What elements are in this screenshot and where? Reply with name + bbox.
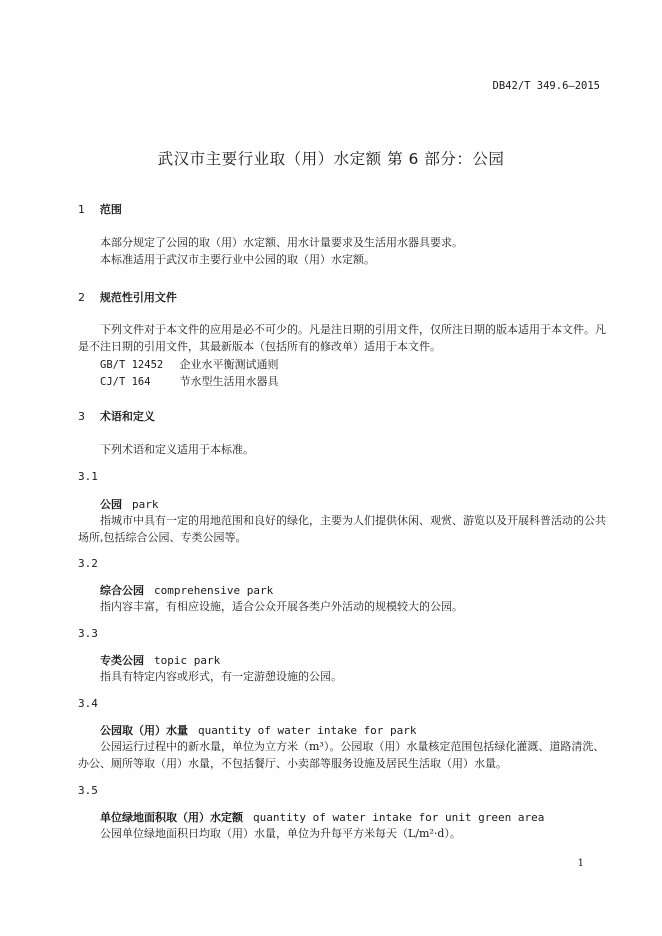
section-heading-1 [78,201,122,217]
page-number: 1 [577,858,584,869]
paragraph: 下列术语和定义适用于本标准。 [100,443,254,456]
term-heading [100,722,417,738]
section-heading-2 [78,289,177,305]
term-definition: 公园运行过程中的新水量，单位为立方米（m³）。公园取（用）水量核定范围包括绿化灌溉、道路清洗、办公、厕所等取（用）水量，不包括餐厅、小卖部等服务设施及居民生活取（用）水量。 [78,740,605,770]
term-definition: 公园单位绿地面积日均取（用）水量，单位为升每平方米每天（L/m²·d）。 [100,827,461,840]
term-zh: 单位绿地面积取（用）水定额 [100,811,243,824]
section-number: 1 [78,203,85,216]
term-en: comprehensive park [154,584,274,597]
reference-name: 节水型生活用水器具 [179,375,279,388]
document-title: 武汉市主要行业取（用）水定额 第 6 部分：公园 [157,150,505,168]
section-title: 术语和定义 [99,410,155,423]
term-en: quantity of water intake for park [198,724,417,737]
paragraph: 本部分规定了公园的取（用）水定额、用水计量要求及生活用水器具要求。 [100,236,463,249]
section-heading-3 [78,408,155,424]
standard-code: DB42/T 349.6—2015 [492,80,600,92]
paragraph: 下列文件对于本文件的应用是必不可少的。凡是注日期的引用文件，仅所注日期的版本适用于本文件。凡是不注日期的引用文件，其最新版本（包括所有的修改单）适用于本文件。 [78,323,606,353]
term-heading [100,496,159,512]
term-en: topic park [154,654,221,667]
term-number: 3.3 [78,627,98,640]
term-en: park [132,498,159,511]
term-number: 3.2 [78,557,98,570]
term-definition: 指城市中具有一定的用地范围和良好的绿化，主要为人们提供休闲、观赏、游览以及开展科普活动的公共场所,包括综合公园、专类公园等。 [78,514,606,544]
section-number: 3 [78,410,85,423]
reference-item [100,373,279,389]
term-definition: 指具有特定内容或形式，有一定游憩设施的公园。 [100,670,342,683]
term-definition: 指内容丰富，有相应设施，适合公众开展各类户外活动的规模较大的公园。 [100,600,463,613]
section-title: 规范性引用文件 [99,291,177,304]
reference-name: 企业水平衡测试通则 [179,358,279,371]
term-zh: 公园取（用）水量 [100,724,188,737]
section-number: 2 [78,291,85,304]
term-heading [100,809,544,825]
term-number: 3.4 [78,697,98,710]
term-heading [100,582,273,598]
term-zh: 综合公园 [100,584,144,597]
term-zh: 专类公园 [100,654,144,667]
term-number: 3.1 [78,470,98,483]
reference-code: GB/T 12452 [100,359,164,371]
reference-item [100,356,279,372]
term-en: quantity of water intake for unit green area [253,811,545,824]
term-zh: 公园 [100,498,122,511]
reference-code: CJ/T 164 [100,376,151,388]
section-title: 范围 [99,203,122,216]
term-heading [100,652,220,668]
term-number: 3.5 [78,784,98,797]
paragraph: 本标准适用于武汉市主要行业中公园的取（用）水定额。 [100,253,375,266]
